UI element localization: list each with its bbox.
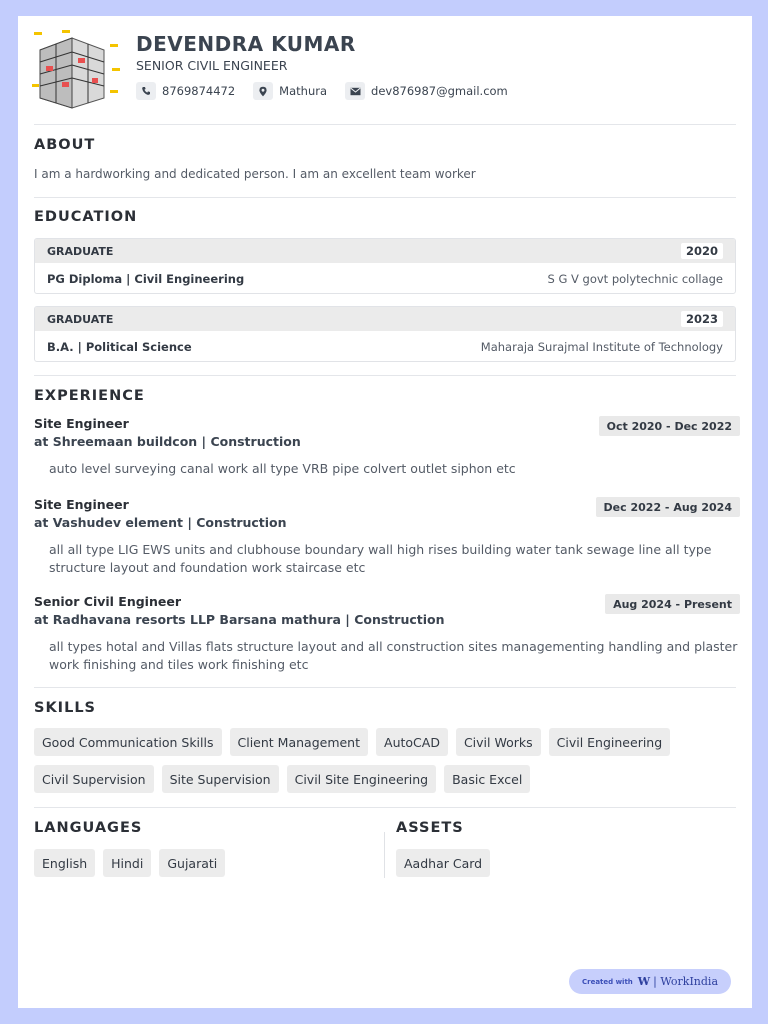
workindia-badge[interactable] [569, 969, 731, 994]
section-divider [34, 197, 736, 198]
education-year: 2020 [681, 243, 723, 259]
job-company: at Shreemaan buildcon | Construction [34, 434, 301, 449]
skill-chip: Good Communication Skills [34, 728, 222, 756]
job-title: Site Engineer [34, 497, 129, 512]
education-degree: PG Diploma | Civil Engineering [47, 271, 245, 286]
about-title: ABOUT [34, 137, 96, 153]
skill-chip: Civil Works [456, 728, 541, 756]
education-entry [34, 306, 736, 362]
job-description: auto level surveying canal work all type VRB pipe colvert outlet siphon etc [49, 461, 516, 476]
section-divider [34, 375, 736, 376]
languages-title: LANGUAGES [34, 820, 143, 836]
job-dates: Aug 2024 - Present [605, 594, 740, 614]
education-level: GRADUATE [47, 244, 114, 258]
job-company: at Radhavana resorts LLP Barsana mathura | Construction [34, 612, 445, 627]
experience-title: EXPERIENCE [34, 388, 145, 404]
about-text: I am a hardworking and dedicated person. I am an excellent team worker [34, 167, 476, 181]
languages-list [34, 849, 364, 886]
skill-chip: Client Management [230, 728, 369, 756]
education-entry-body [35, 263, 735, 294]
job-company: at Vashudev element | Construction [34, 515, 287, 530]
section-divider [34, 687, 736, 688]
skill-chip: Site Supervision [162, 765, 279, 793]
skill-chip: Basic Excel [444, 765, 530, 793]
education-institute: Maharaja Surajmal Institute of Technology [480, 339, 723, 354]
skill-chip: AutoCAD [376, 728, 448, 756]
created-with-text: Created with [581, 977, 633, 986]
job-dates: Oct 2020 - Dec 2022 [599, 416, 740, 436]
education-year: 2023 [681, 311, 723, 327]
job-dates: Dec 2022 - Aug 2024 [596, 497, 740, 517]
resume-page [18, 16, 752, 1008]
education-institute: S G V govt polytechnic collage [547, 271, 723, 286]
phone-text: 8769874472 [162, 84, 236, 98]
skill-chip: Civil Engineering [549, 728, 671, 756]
section-divider [34, 124, 736, 125]
language-chip: Hindi [103, 849, 151, 877]
skill-chip: Civil Site Engineering [287, 765, 437, 793]
candidate-name: DEVENDRA KUMAR [136, 32, 356, 56]
contact-email [345, 82, 508, 100]
job-title: Senior Civil Engineer [34, 594, 181, 609]
contact-location [253, 82, 327, 100]
education-entry [34, 238, 736, 294]
skill-chip: Civil Supervision [34, 765, 154, 793]
education-entry-body [35, 331, 735, 362]
language-chip: Gujarati [159, 849, 225, 877]
building-construction-photo [32, 28, 124, 110]
assets-title: ASSETS [396, 820, 464, 836]
mail-icon [345, 82, 365, 100]
phone-icon [136, 82, 156, 100]
education-entry-header [35, 239, 735, 263]
skills-title: SKILLS [34, 700, 96, 716]
location-pin-icon [253, 82, 273, 100]
section-divider [34, 807, 736, 808]
candidate-role: SENIOR CIVIL ENGINEER [136, 58, 288, 73]
language-chip: English [34, 849, 95, 877]
email-text: dev876987@gmail.com [371, 84, 508, 98]
contact-phone [136, 82, 235, 100]
contact-row [136, 82, 526, 100]
job-description: all types hotal and Villas flats structure layout and all construction sites managementing handling and plaster work finishing and tiles work finishing etc [49, 639, 738, 672]
assets-list [396, 849, 726, 886]
location-text: Mathura [279, 84, 328, 98]
resume-header [18, 16, 752, 124]
job-description: all all type LIG EWS units and clubhouse boundary wall high rises building water tank sewage line all type structure layout and foundation work staircase etc [49, 542, 712, 575]
workindia-brand-text: | WorkIndia [653, 975, 719, 988]
job-title: Site Engineer [34, 416, 129, 431]
workindia-logo-icon: W [637, 975, 651, 988]
skills-list [34, 728, 736, 802]
education-entry-header [35, 307, 735, 331]
asset-chip: Aadhar Card [396, 849, 490, 877]
education-level: GRADUATE [47, 312, 114, 326]
education-degree: B.A. | Political Science [47, 339, 192, 354]
education-title: EDUCATION [34, 209, 138, 225]
column-divider [384, 832, 385, 878]
